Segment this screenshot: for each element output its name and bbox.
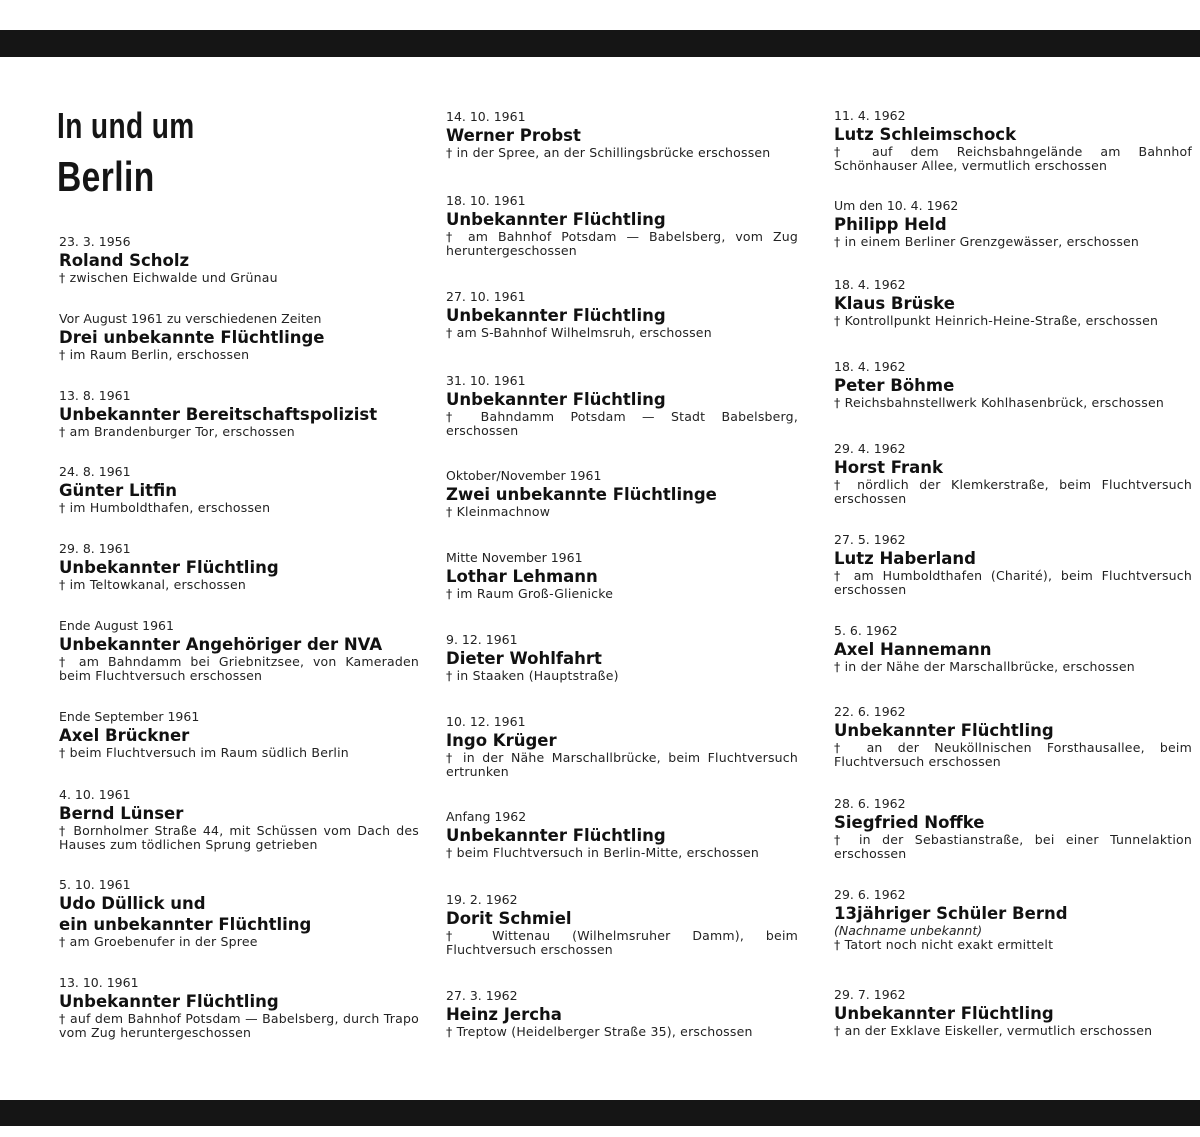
victim-entry: [59, 464, 419, 515]
victim-entry: [834, 277, 1192, 328]
entry-date: Anfang 1962: [446, 809, 527, 824]
entry-date: Ende August 1961: [59, 618, 174, 633]
victim-entry: [834, 198, 1192, 249]
entry-date: 29. 8. 1961: [59, 541, 131, 556]
entry-date: 9. 12. 1961: [446, 632, 518, 647]
entry-name: Udo Düllick und: [59, 894, 206, 913]
entry-date: 22. 6. 1962: [834, 704, 906, 719]
entry-name: 13jähriger Schüler Bernd: [834, 904, 1068, 923]
entry-date: 4. 10. 1961: [59, 787, 131, 802]
entry-name: Peter Böhme: [834, 376, 955, 395]
entry-detail: † nördlich der Klemkerstraße, beim Fluchtversuch erschossen: [834, 477, 1192, 506]
victim-entry: [446, 892, 798, 957]
victim-entry: [446, 109, 798, 160]
entry-detail: † in der Spree, an der Schillingsbrücke erschossen: [446, 145, 771, 160]
victim-entry: [834, 441, 1192, 506]
entry-date: 27. 10. 1961: [446, 289, 526, 304]
entry-name: Lutz Schleimschock: [834, 125, 1017, 144]
entry-detail: † im Raum Berlin, erschossen: [59, 347, 250, 362]
page-title-line-2: Berlin: [57, 153, 155, 200]
victim-entry: [59, 234, 419, 285]
entry-name: Axel Brückner: [59, 726, 190, 745]
entry-detail: † Wittenau (Wilhelmsruher Damm), beim Fluchtversuch erschossen: [446, 928, 798, 957]
entry-date: 5. 10. 1961: [59, 877, 131, 892]
entry-name-continued: ein unbekannter Flüchtling: [59, 915, 312, 934]
bottom-black-bar: [0, 1100, 1200, 1126]
entry-name: Unbekannter Flüchtling: [446, 826, 666, 845]
entry-date: 27. 3. 1962: [446, 988, 518, 1003]
entry-date: Ende September 1961: [59, 709, 200, 724]
entry-name: Werner Probst: [446, 126, 581, 145]
entry-name: Siegfried Noffke: [834, 813, 985, 832]
entry-name: Roland Scholz: [59, 251, 190, 270]
entry-detail: † Bornholmer Straße 44, mit Schüssen vom Dach des Hauses zum tödlichen Sprung getrieben: [59, 823, 419, 852]
entry-detail: † zwischen Eichwalde und Grünau: [59, 270, 278, 285]
victim-entry: [446, 193, 798, 258]
entry-name: Philipp Held: [834, 215, 947, 234]
entry-name: Unbekannter Flüchtling: [834, 1004, 1054, 1023]
entry-name: Unbekannter Flüchtling: [834, 721, 1054, 740]
entry-detail: † auf dem Bahnhof Potsdam — Babelsberg, durch Trapo vom Zug heruntergeschossen: [59, 1011, 419, 1040]
entry-date: 19. 2. 1962: [446, 892, 518, 907]
entry-date: Um den 10. 4. 1962: [834, 198, 959, 213]
victim-entry: [446, 550, 798, 601]
entry-name: Dorit Schmiel: [446, 909, 572, 928]
entry-date: 11. 4. 1962: [834, 108, 906, 123]
entry-name: Unbekannter Flüchtling: [446, 390, 666, 409]
entry-date: Mitte November 1961: [446, 550, 583, 565]
victim-entry: [834, 796, 1192, 861]
entry-date: 29. 4. 1962: [834, 441, 906, 456]
entry-detail: † beim Fluchtversuch im Raum südlich Berlin: [59, 745, 349, 760]
entry-date: 14. 10. 1961: [446, 109, 526, 124]
victim-entry: [59, 388, 419, 439]
entry-detail: † am Groebenufer in der Spree: [59, 934, 258, 949]
entry-date: 5. 6. 1962: [834, 623, 898, 638]
entry-detail: † Kleinmachnow: [446, 504, 551, 519]
entry-date: 28. 6. 1962: [834, 796, 906, 811]
victim-entry: [446, 373, 798, 438]
entry-detail: † Bahndamm Potsdam — Stadt Babelsberg, erschossen: [446, 409, 798, 438]
entry-detail: † Reichsbahnstellwerk Kohlhasenbrück, erschossen: [834, 395, 1164, 410]
entry-detail: † beim Fluchtversuch in Berlin-Mitte, erschossen: [446, 845, 760, 860]
entry-detail: † am Bahnhof Potsdam — Babelsberg, vom Zug heruntergeschossen: [446, 229, 798, 258]
entry-date: Vor August 1961 zu verschiedenen Zeiten: [59, 311, 322, 326]
entry-detail: † in einem Berliner Grenzgewässer, erschossen: [834, 234, 1140, 249]
victim-entry: [446, 289, 798, 340]
victim-entry: [834, 532, 1192, 597]
entry-detail: † am Brandenburger Tor, erschossen: [59, 424, 295, 439]
victim-entry: [446, 809, 798, 860]
entry-date: 29. 7. 1962: [834, 987, 906, 1002]
entry-name: Lothar Lehmann: [446, 567, 598, 586]
victim-entry: [834, 704, 1192, 769]
entry-date: 29. 6. 1962: [834, 887, 906, 902]
entry-detail: † an der Exklave Eiskeller, vermutlich erschossen: [834, 1023, 1153, 1038]
victim-entry: [59, 709, 419, 760]
victim-entry: [446, 632, 798, 683]
victim-entry: [834, 359, 1192, 410]
entry-detail: † in der Nähe der Marschallbrücke, erschossen: [834, 659, 1135, 674]
entry-date: Oktober/November 1961: [446, 468, 602, 483]
victim-entry: [59, 877, 419, 949]
entry-detail: † am Humboldthafen (Charité), beim Fluchtversuch erschossen: [834, 568, 1192, 597]
entry-detail: † im Teltowkanal, erschossen: [59, 577, 246, 592]
victim-entry: [834, 108, 1192, 173]
entry-detail: † am S-Bahnhof Wilhelmsruh, erschossen: [446, 325, 712, 340]
top-black-bar: [0, 30, 1200, 57]
entry-date: 18. 4. 1962: [834, 277, 906, 292]
victim-entry: [834, 623, 1192, 674]
entry-name: Unbekannter Flüchtling: [446, 210, 666, 229]
entry-name: Unbekannter Flüchtling: [59, 992, 279, 1011]
entry-detail: † in der Nähe Marschallbrücke, beim Fluchtversuch ertrunken: [446, 750, 798, 779]
entry-date: 13. 10. 1961: [59, 975, 139, 990]
entry-name: Unbekannter Flüchtling: [446, 306, 666, 325]
entry-note: (Nachname unbekannt): [834, 923, 983, 938]
victim-entry: [59, 975, 419, 1040]
page-title-line-1: In und um: [57, 105, 195, 146]
victim-entry: [446, 714, 798, 779]
entry-date: 27. 5. 1962: [834, 532, 906, 547]
entry-detail: † in Staaken (Hauptstraße): [446, 668, 619, 683]
entry-date: 13. 8. 1961: [59, 388, 131, 403]
entry-detail: † Tatort noch nicht exakt ermittelt: [834, 937, 1054, 952]
entry-name: Zwei unbekannte Flüchtlinge: [446, 485, 717, 504]
victim-entry: [59, 618, 419, 683]
entry-detail: † an der Neuköllnischen Forsthausallee, beim Fluchtversuch erschossen: [834, 740, 1192, 769]
entry-detail: † am Bahndamm bei Griebnitzsee, von Kameraden beim Fluchtversuch erschossen: [59, 654, 419, 683]
victim-entry: [59, 541, 419, 592]
entry-detail: † im Raum Groß-Glienicke: [446, 586, 614, 601]
entry-name: Bernd Lünser: [59, 804, 184, 823]
entry-name: Unbekannter Bereitschaftspolizist: [59, 405, 378, 424]
victim-entry: [59, 787, 419, 852]
entry-name: Unbekannter Angehöriger der NVA: [59, 635, 383, 654]
entry-date: 18. 4. 1962: [834, 359, 906, 374]
entry-date: 24. 8. 1961: [59, 464, 131, 479]
victim-entry: [59, 311, 419, 362]
entry-date: 10. 12. 1961: [446, 714, 526, 729]
entry-detail: † Kontrollpunkt Heinrich-Heine-Straße, erschossen: [834, 313, 1159, 328]
entry-detail: † in der Sebastianstraße, bei einer Tunnelaktion erschossen: [834, 832, 1192, 861]
victim-entry: [834, 887, 1192, 952]
entry-detail: † Treptow (Heidelberger Straße 35), erschossen: [446, 1024, 753, 1039]
entry-detail: † auf dem Reichsbahngelände am Bahnhof Schönhauser Allee, vermutlich erschossen: [834, 144, 1192, 173]
victim-entry: [834, 987, 1192, 1038]
entry-name: Klaus Brüske: [834, 294, 955, 313]
entry-detail: † im Humboldthafen, erschossen: [59, 500, 271, 515]
entry-date: 31. 10. 1961: [446, 373, 526, 388]
entry-name: Günter Litfin: [59, 481, 178, 500]
entry-name: Unbekannter Flüchtling: [59, 558, 279, 577]
entry-name: Heinz Jercha: [446, 1005, 562, 1024]
entry-name: Ingo Krüger: [446, 731, 557, 750]
entry-name: Axel Hannemann: [834, 640, 992, 659]
entry-date: 23. 3. 1956: [59, 234, 131, 249]
entry-date: 18. 10. 1961: [446, 193, 526, 208]
entry-name: Lutz Haberland: [834, 549, 976, 568]
victim-entry: [446, 988, 798, 1039]
entry-name: Horst Frank: [834, 458, 943, 477]
entry-name: Dieter Wohlfahrt: [446, 649, 602, 668]
entry-name: Drei unbekannte Flüchtlinge: [59, 328, 325, 347]
victim-entry: [446, 468, 798, 519]
